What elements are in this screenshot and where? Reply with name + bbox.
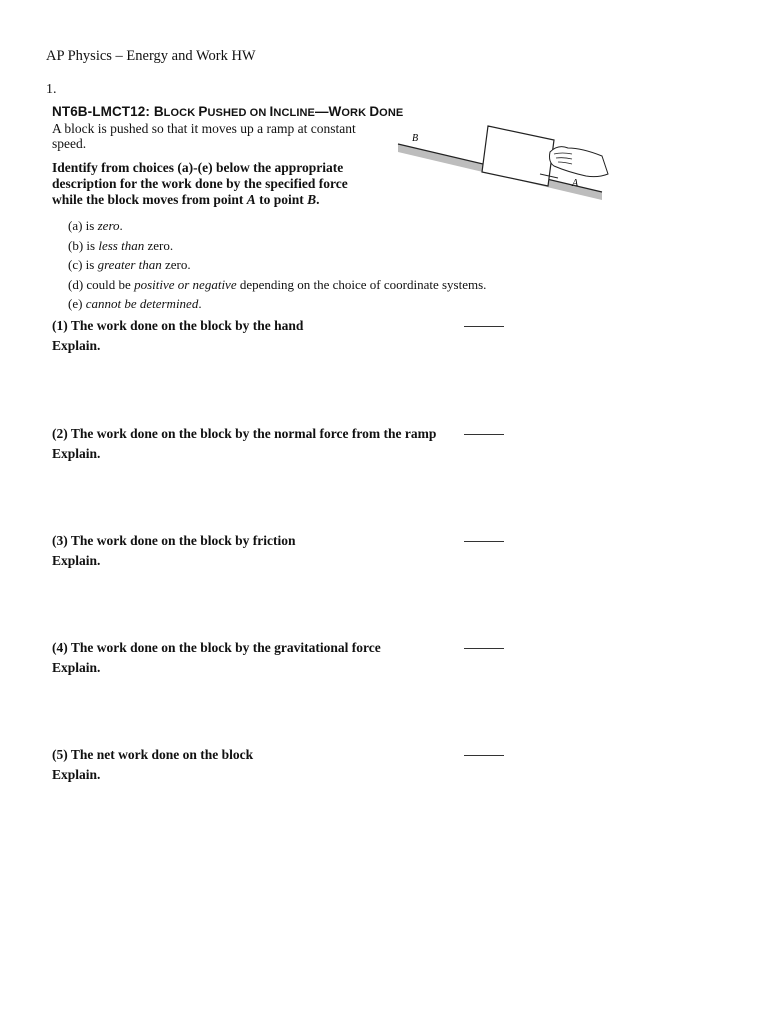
choices-list	[68, 216, 486, 314]
choice-a: (a) is zero.	[68, 218, 123, 233]
label-a: A	[572, 178, 579, 189]
answer-blank[interactable]	[464, 434, 504, 435]
question-prompt: (3) The work done on the block by friction	[52, 533, 296, 548]
answer-blank[interactable]	[464, 755, 504, 756]
label-b: B	[412, 133, 419, 144]
answer-blank[interactable]	[464, 541, 504, 542]
explain-label: Explain.	[52, 660, 101, 675]
explain-label: Explain.	[52, 446, 101, 461]
incline-diagram	[390, 120, 620, 210]
explain-label: Explain.	[52, 767, 101, 782]
question-1	[52, 316, 512, 356]
choice-c: (c) is greater than zero.	[68, 257, 191, 272]
question-prompt: (2) The work done on the block by the normal force from the ramp	[52, 426, 437, 441]
choice-e: (e) cannot be determined.	[68, 296, 202, 311]
answer-blank[interactable]	[464, 648, 504, 649]
choice-b: (b) is less than zero.	[68, 237, 174, 253]
page-title: AP Physics – Energy and Work HW	[46, 48, 256, 64]
answer-blank[interactable]	[464, 326, 504, 327]
choice-d: (d) could be positive or negative depending on the choice of coordinate systems.	[68, 276, 487, 292]
explain-label: Explain.	[52, 553, 101, 568]
question-5	[52, 745, 512, 785]
question-prompt: (1) The work done on the block by the hand	[52, 318, 304, 333]
problem-title: NT6B-LMCT12: BLOCK PUSHED ON INCLINE—WORK DONE	[52, 104, 404, 119]
question-prompt: (5) The net work done on the block	[52, 747, 254, 762]
question-3	[52, 531, 512, 571]
question-prompt: (4) The work done on the block by the gravitational force	[52, 640, 381, 655]
explain-label: Explain.	[52, 338, 101, 353]
problem-intro: A block is pushed so that it moves up a ramp at constant speed.	[52, 121, 356, 151]
problem-instructions: Identify from choices (a)-(e) below the appropriate description for the work done by the specified force while the block moves from point A to point B.	[52, 160, 348, 207]
question-4	[52, 638, 512, 678]
question-number: 1.	[46, 82, 57, 97]
question-2	[52, 424, 512, 464]
problem-code: NT6B-LMCT12:	[52, 104, 154, 119]
block	[482, 126, 554, 186]
